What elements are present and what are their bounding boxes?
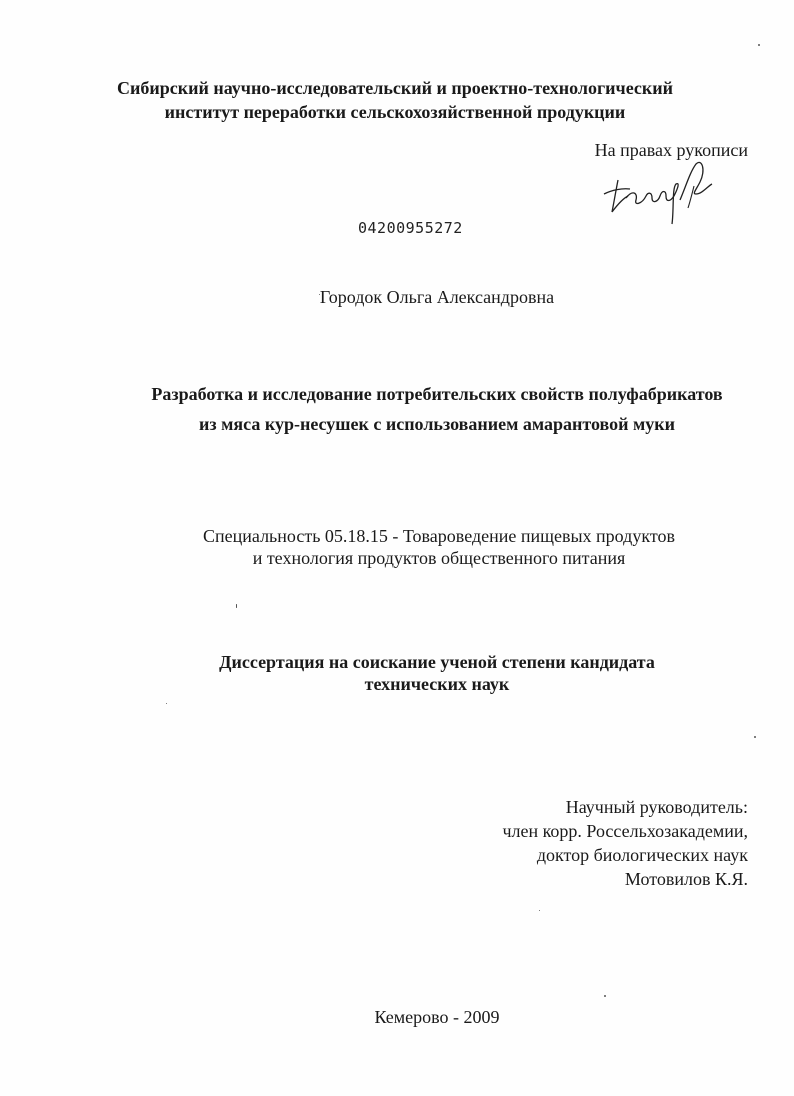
institution-name [45,76,745,124]
scan-speck [539,910,540,911]
dissertation-line-1: Диссертация на соискание ученой степени кандидата [219,652,655,672]
scan-speck [319,294,320,295]
specialty-line-2: и технология продуктов общественного питания [252,548,626,568]
author-name: Городок Ольга Александровна [319,287,555,307]
advisor-label: Научный руководитель: [565,797,748,817]
specialty [42,525,794,569]
scan-speck [604,995,606,997]
title-line-1: Разработка и исследование потребительских свойств полуфабрикатов [151,384,723,404]
specialty-line-1: Специальность 05.18.15 - Товароведение пищевых продуктов [203,526,675,546]
scan-speck [236,604,237,608]
document-number: 04200955272 [358,219,463,237]
scientific-advisor [502,795,748,891]
dissertation-degree [40,651,794,695]
scan-speck [754,736,756,738]
dissertation-title [40,380,794,440]
advisor-position: член корр. Россельхозакадемии, [502,821,748,841]
city-year: Кемерово - 2009 [374,1007,500,1027]
advisor-name: Мотовилов К.Я. [624,869,748,889]
institution-line-1: Сибирский научно-исследовательский и проектно-технологический [116,78,674,98]
scan-speck [758,44,760,46]
handwritten-signature [596,160,726,232]
title-line-2: из мяса кур-несушек с использованием амарантовой муки [199,414,675,434]
dissertation-line-2: технических наук [364,674,510,694]
institution-line-2: институт переработки сельскохозяйственной продукции [164,102,626,122]
scan-speck [166,703,167,704]
rights-note: На правах рукописи [594,140,748,160]
advisor-degree: доктор биологических наук [536,845,748,865]
